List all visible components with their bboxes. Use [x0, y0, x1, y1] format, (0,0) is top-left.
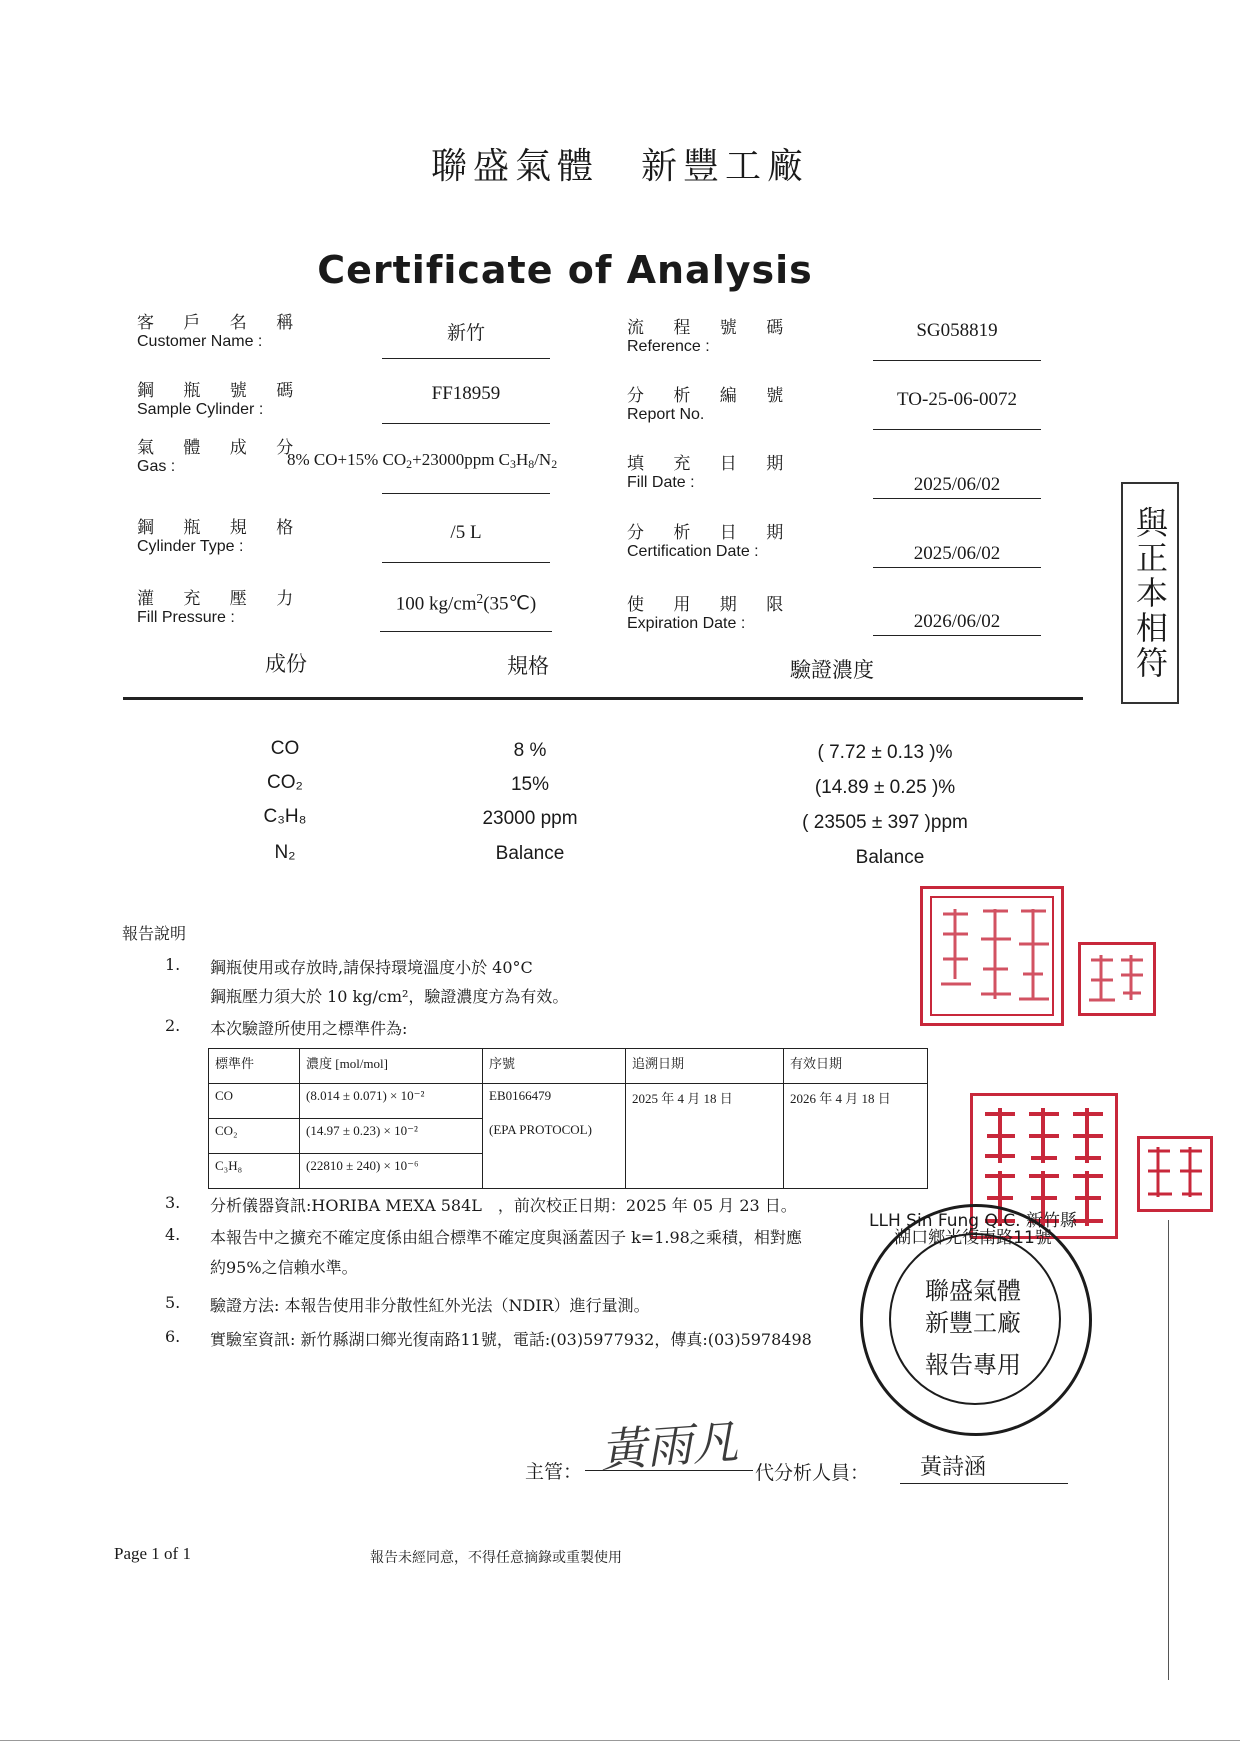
cert-date-value: 2025/06/02 [873, 543, 1041, 568]
cylinder-type-label-zh: 鋼 瓶 規 格 [137, 518, 306, 538]
cylinder-value: FF18959 [382, 383, 550, 424]
customer-value: 新竹 [382, 318, 550, 359]
fill-pressure-value-b: (35℃) [483, 593, 537, 615]
component-spec: 8 % [513, 740, 547, 761]
note-number: 2. [165, 1016, 181, 1035]
company-seal-icon [923, 889, 1061, 1023]
cert-date-label-zh: 分 析 日 期 [627, 523, 796, 543]
component-cert: ( 7.72 ± 0.13 )% [817, 742, 953, 763]
col-header-spec: 規格 [507, 654, 549, 678]
component-name: N₂ [274, 842, 296, 863]
expiration-label-en: Expiration Date : [627, 615, 746, 632]
fill-date-value: 2025/06/02 [873, 474, 1041, 499]
qc-seal-ring-text: LLH Sin Fung Q.C. 新竹縣湖口鄉光復南路11號 [869, 1211, 1077, 1248]
qc-seal-line-3: 報告專用 [925, 1351, 1021, 1379]
note-number: 3. [165, 1193, 181, 1212]
gas-label-en: Gas : [137, 458, 176, 475]
note-6-text: 實驗室資訊: 新竹縣湖口鄉光復南路11號，電話:(03)5977932，傳真:(03)5978498 [210, 1330, 812, 1349]
document-title: Certificate of Analysis [317, 248, 813, 292]
note-1-line-1: 鋼瓶使用或存放時,請保持環境溫度小於 40°C [210, 958, 533, 977]
std-protocol: (EPA PROTOCOL) [489, 1122, 592, 1137]
note-4-line-1: 本報告中之擴充不確定度係由組合標準不確定度與涵蓋因子 k=1.98之乘積，相對應 [210, 1228, 802, 1247]
table-cell-trace-date: 2025 年 4 月 18 日 [626, 1084, 784, 1189]
component-cert: Balance [855, 847, 925, 868]
reference-value: SG058819 [873, 320, 1041, 361]
cylinder-label-en: Sample Cylinder : [137, 401, 264, 418]
scan-edge [0, 1740, 1240, 1741]
col-header-component: 成份 [265, 652, 307, 676]
table-cell: (22810 ± 240) × 10⁻⁶ [300, 1154, 483, 1189]
component-name: CO [270, 738, 300, 759]
gas-value-mid: +23000ppm C [412, 450, 511, 469]
analyst-name: 黃詩涵 [900, 1450, 1068, 1484]
customer-label [137, 308, 305, 351]
standards-table [208, 1048, 928, 1189]
notes-heading: 報告說明 [122, 924, 187, 943]
table-header-cell: 標準件 [209, 1049, 300, 1084]
note-number: 4. [165, 1225, 181, 1244]
report-no-value: TO-25-06-0072 [873, 389, 1041, 430]
expiration-value: 2026/06/02 [873, 611, 1041, 636]
fill-date-label-zh: 填 充 日 期 [627, 454, 796, 474]
gas-value-prefix: 8% CO+15% CO [287, 450, 407, 469]
table-cell-serial [483, 1084, 626, 1189]
note-number: 5. [165, 1293, 181, 1312]
supervisor-signature: 黃雨凡 [598, 1414, 740, 1478]
fill-pressure-label-en: Fill Pressure : [137, 609, 235, 626]
cylinder-label [137, 376, 305, 419]
margin-line [1168, 1220, 1169, 1680]
fill-date-label [627, 449, 795, 492]
report-no-label-zh: 分 析 編 號 [627, 386, 796, 406]
cylinder-label-zh: 鋼 瓶 號 碼 [137, 381, 306, 401]
table-cell: CO [209, 1084, 300, 1119]
component-name: CO₂ [267, 772, 303, 793]
table-cell: C₃H₈ [209, 1154, 300, 1189]
header-divider [123, 697, 1083, 700]
analyst-label: 代分析人員： [755, 1462, 870, 1484]
table-header-row [209, 1049, 928, 1084]
fill-pressure-label [137, 584, 305, 627]
reference-label-en: Reference : [627, 338, 710, 355]
personal-seal-stamp [1078, 942, 1156, 1016]
note-2-text: 本次驗證所使用之標準件為: [210, 1019, 408, 1038]
company-name: 聯盛氣體 新豐工廠 [430, 146, 809, 187]
note-number: 1. [165, 955, 181, 974]
fill-pressure-label-zh: 灌 充 壓 力 [137, 589, 306, 609]
cert-date-label [627, 518, 795, 561]
expiration-label [627, 590, 795, 633]
table-header-cell: 有效日期 [784, 1049, 928, 1084]
qc-seal-line-1: 聯盛氣體 [925, 1277, 1021, 1305]
customer-label-zh: 客 戶 名 稱 [137, 313, 306, 333]
gas-underline [382, 492, 550, 494]
table-row [209, 1084, 928, 1119]
reference-label-zh: 流 程 號 碼 [627, 318, 796, 338]
cert-date-label-en: Certification Date : [627, 543, 759, 560]
fill-pressure-value: 100 $kg/cm^2(35℃)$ [380, 591, 552, 632]
fill-date-label-en: Fill Date : [627, 474, 695, 491]
report-no-label [627, 381, 795, 424]
table-header-cell: 追溯日期 [626, 1049, 784, 1084]
personal-seal-stamp [1137, 1136, 1213, 1212]
std-serial: EB0166479 [489, 1088, 552, 1103]
gas-label [137, 433, 305, 476]
component-name: C₃H₈ [263, 806, 307, 827]
cylinder-type-label-en: Cylinder Type : [137, 538, 244, 555]
supervisor-signature-line [585, 1410, 753, 1478]
component-spec: Balance [495, 843, 565, 864]
cylinder-type-label [137, 513, 305, 556]
fill-pressure-value-a: 100 kg/cm [395, 593, 477, 615]
component-spec: 23000 ppm [482, 808, 578, 829]
component-cert: (14.89 ± 0.25 )% [814, 777, 956, 798]
note-5-text: 驗證方法: 本報告使用非分散性紅外光法（NDIR）進行量測。 [210, 1296, 650, 1315]
supervisor-label: 主管： [525, 1461, 583, 1483]
component-spec: 15% [510, 774, 550, 795]
verified-copy-stamp: 與正本相符 [1121, 482, 1179, 704]
reference-label [627, 313, 795, 356]
table-header-cell: 序號 [483, 1049, 626, 1084]
report-no-label-en: Report No. [627, 406, 705, 423]
note-number: 6. [165, 1327, 181, 1346]
gas-value-end: /N [534, 450, 552, 469]
note-4-line-2: 約95%之信賴水準。 [210, 1258, 358, 1277]
table-cell: CO₂ [209, 1119, 300, 1154]
personal-seal-icon [1081, 945, 1153, 1013]
table-cell-valid-date: 2026 年 4 月 18 日 [784, 1084, 928, 1189]
note-1-line-2: 鋼瓶壓力須大於 10 kg/cm²，驗證濃度方為有效。 [210, 987, 569, 1006]
expiration-label-zh: 使 用 期 限 [627, 595, 796, 615]
component-cert: ( 23505 ± 397 )ppm [802, 812, 968, 833]
qc-round-seal [860, 1204, 1092, 1436]
qc-seal-line-2: 新豐工廠 [925, 1309, 1021, 1337]
page-number: Page 1 of 1 [114, 1544, 191, 1563]
cylinder-type-value: /5 L [382, 522, 550, 563]
footer-notice: 報告未經同意，不得任意摘錄或重製使用 [370, 1550, 622, 1566]
table-cell: (8.014 ± 0.071) × 10⁻² [300, 1084, 483, 1119]
table-header-cell: 濃度 [mol/mol] [300, 1049, 483, 1084]
gas-value: 8% CO+15% $CO_2+23000ppm$ $C_3H_8/N_2$ [287, 450, 558, 471]
gas-label-zh: 氣 體 成 分 [137, 438, 306, 458]
col-header-cert: 驗證濃度 [790, 658, 874, 682]
customer-label-en: Customer Name : [137, 333, 263, 350]
company-seal-stamp [920, 886, 1064, 1026]
table-cell: (14.97 ± 0.23) × 10⁻² [300, 1119, 483, 1154]
personal-seal-icon [1140, 1139, 1210, 1209]
note-3-text: 分析儀器資訊:HORIBA MEXA 584L ，前次校正日期：2025 年 05 月 23 日。 [210, 1196, 797, 1215]
